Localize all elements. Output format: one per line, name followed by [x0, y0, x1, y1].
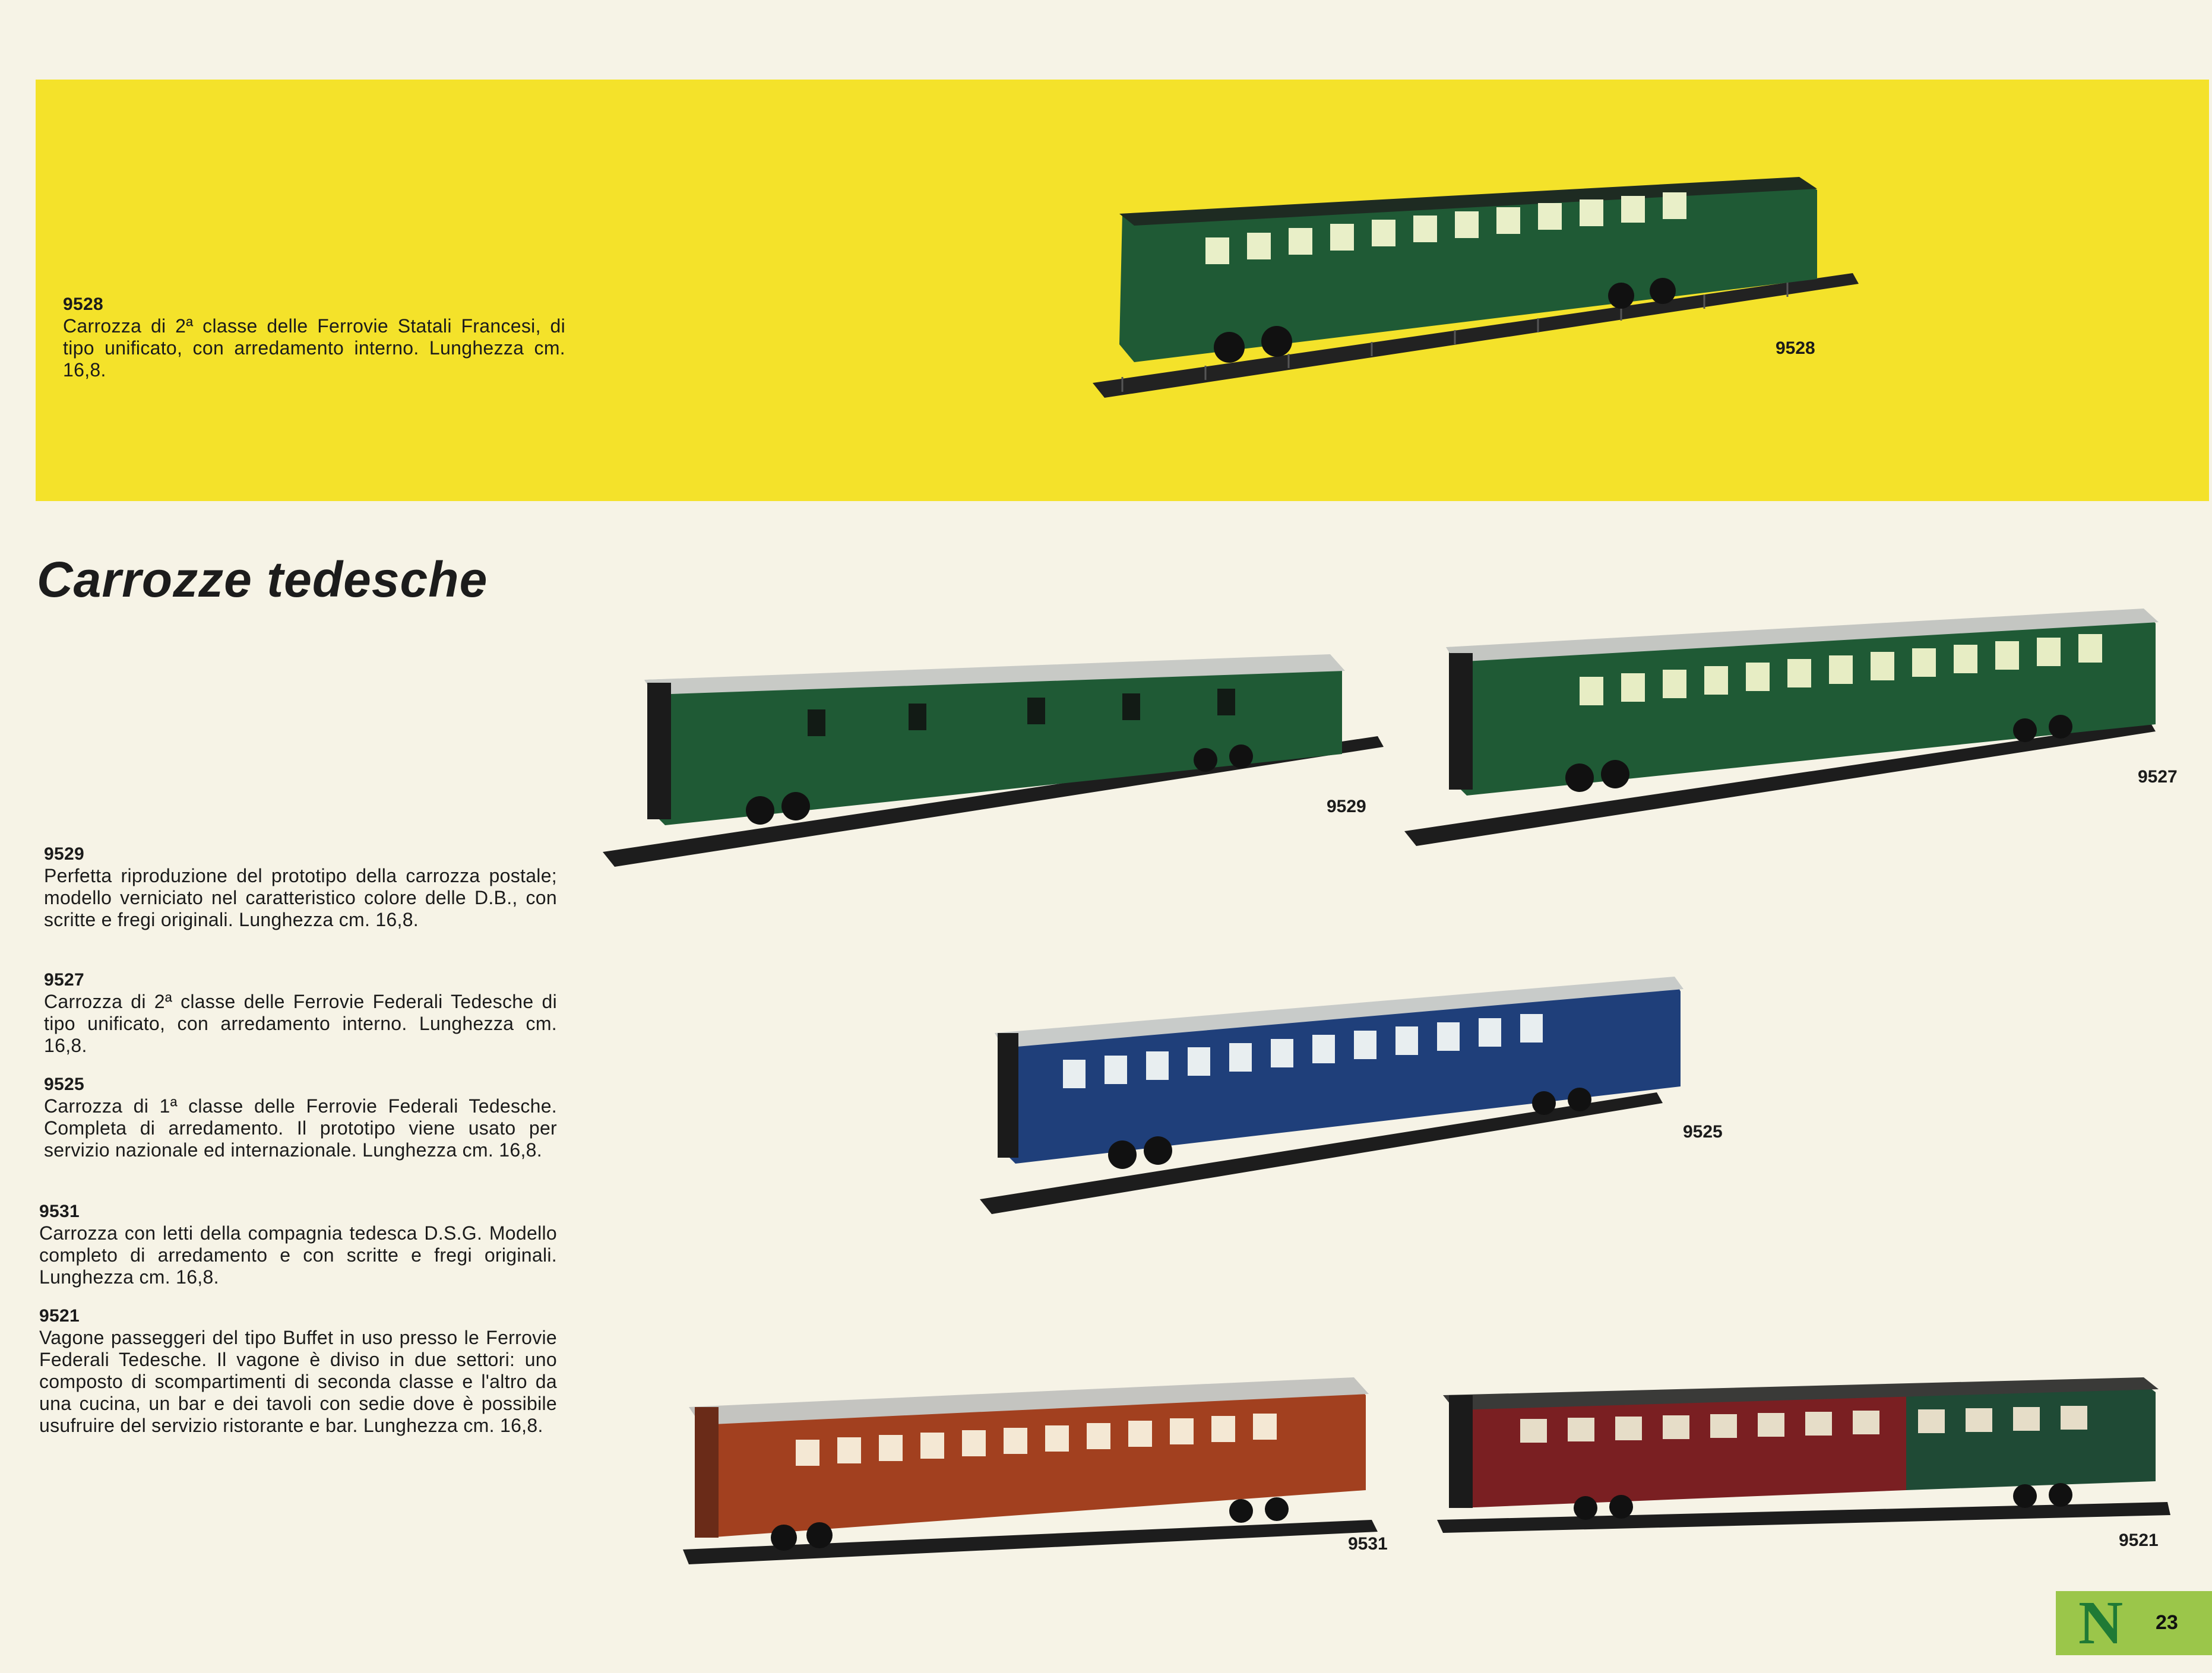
- section-title: Carrozze tedesche: [37, 552, 488, 607]
- text-9529: Perfetta riproduzione del prototipo della carrozza postale; modello verniciato nel caratteristico colore delle D.B., con scritte e fregi originali. Lunghezza cm. 16,8.: [44, 865, 557, 930]
- photo-label-9527: 9527: [2138, 767, 2178, 787]
- coach-photo-9521: [1431, 1360, 2179, 1538]
- description-9521: [39, 1305, 557, 1437]
- description-9528: [63, 293, 565, 381]
- photo-label-9521: 9521: [2119, 1531, 2159, 1550]
- text-9531: Carrozza con letti della compagnia tedesca D.S.G. Modello completo di arredamento e con scritte e fregi originali. Lunghezza cm. 16,8.: [39, 1222, 557, 1288]
- text-9527: Carrozza di 2ª classe delle Ferrovie Federali Tedesche di tipo unificato, con arredamento interno. Lunghezza cm. 16,8.: [44, 991, 557, 1056]
- photo-label-9531: 9531: [1348, 1534, 1388, 1554]
- code-9531: 9531: [39, 1202, 80, 1221]
- description-9527: [44, 969, 557, 1057]
- photo-label-9529: 9529: [1327, 797, 1366, 816]
- description-9529: [44, 843, 557, 931]
- text-9528: Carrozza di 2ª classe delle Ferrovie Statali Francesi, di tipo unificato, con arredamento interno. Lunghezza cm. 16,8.: [63, 315, 565, 381]
- coach-photo-9528: [1087, 166, 1865, 404]
- coach-photo-9527: [1401, 600, 2167, 849]
- code-9529: 9529: [44, 844, 84, 864]
- coach-photo-9529: [600, 647, 1390, 867]
- page-number: 23: [2156, 1611, 2178, 1634]
- text-9521: Vagone passeggeri del tipo Buffet in uso presso le Ferrovie Federali Tedesche. Il vagone è diviso in due settori: uno composto di scompartimenti di seconda classe e l'altro da una cucina, un bar e dei tavoli con sedie dove è possibile usufruire del servizio ristorante e bar. Lunghezza cm. 16,8.: [39, 1327, 557, 1436]
- code-9527: 9527: [44, 970, 84, 990]
- description-9525: [44, 1073, 557, 1161]
- coach-photo-9531: [677, 1365, 1390, 1567]
- description-9531: [39, 1200, 557, 1288]
- code-9521: 9521: [39, 1306, 80, 1326]
- photo-label-9525: 9525: [1683, 1122, 1723, 1142]
- photo-label-9528: 9528: [1776, 338, 1815, 358]
- text-9525: Carrozza di 1ª classe delle Ferrovie Federali Tedesche. Completa di arredamento. Il prototipo viene usato per servizio nazionale ed internazionale. Lunghezza cm. 16,8.: [44, 1095, 557, 1161]
- scale-letter: N: [2078, 1589, 2124, 1657]
- code-9525: 9525: [44, 1075, 84, 1094]
- coach-photo-9525: [974, 968, 1675, 1217]
- code-9528: 9528: [63, 294, 103, 314]
